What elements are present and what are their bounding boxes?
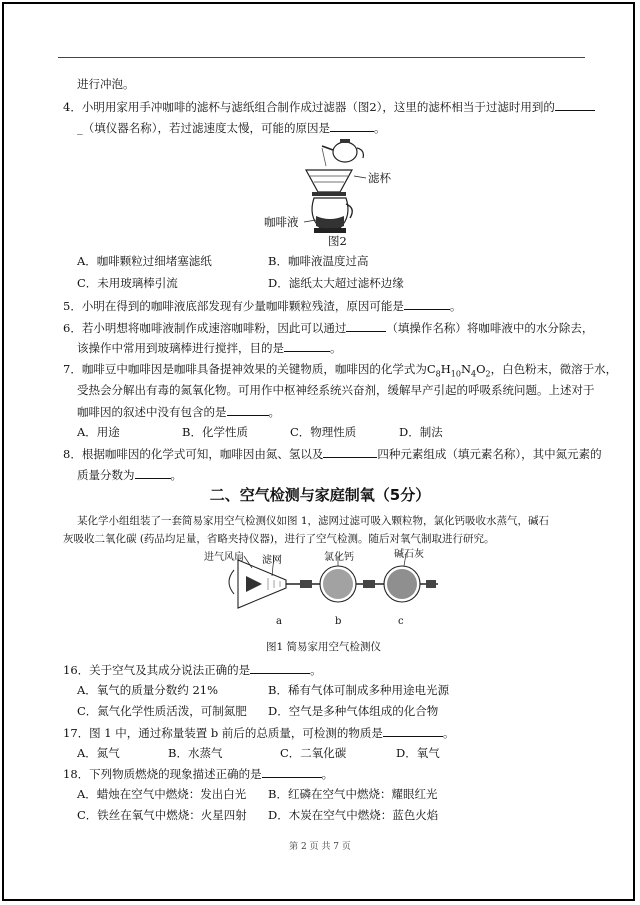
q6-blank2[interactable] bbox=[284, 340, 330, 352]
intro-tail: 进行冲泡。 bbox=[77, 77, 135, 91]
q7-option-d[interactable]: D．制法 bbox=[399, 425, 443, 439]
header-rule bbox=[58, 57, 585, 58]
q7-option-b[interactable]: B．化学性质 bbox=[182, 425, 248, 439]
q4-option-a[interactable]: A．咖啡颗粒过细堵塞滤纸 bbox=[77, 254, 212, 268]
section-2-intro2: 灰吸收二氧化碳 (药品均足量，省略夹持仪器)，进行了空气检测。随后对氧气制取进行研究。 bbox=[63, 533, 495, 545]
fig2-label-liquid: 咖啡液 bbox=[264, 215, 299, 229]
q16-option-c[interactable]: C．氮气化学性质活泼，可制氮肥 bbox=[77, 704, 247, 718]
q7-line3: 咖啡因的叙述中没有包含的是 。 bbox=[77, 405, 280, 419]
q4-option-d[interactable]: D．滤纸太大超过滤杯边缘 bbox=[268, 276, 404, 290]
q4-option-b[interactable]: B．咖啡液温度过高 bbox=[268, 254, 369, 268]
q7-line1: 7．咖啡豆中咖啡因是咖啡具备提神效果的关键物质，咖啡因的化学式为$C_8H_{10}N_4O_2$，白色粉末，微溶于水， bbox=[63, 362, 618, 379]
q4-line1: 4．小明用家用手冲咖啡的滤杯与滤纸组合制作成过滤器（图2），这里的滤杯相当于过滤时用到的 bbox=[63, 99, 595, 115]
q4-line2: _（填仪器名称），若过滤速度太慢，可能的原因是 。 bbox=[77, 121, 386, 135]
q5-blank[interactable] bbox=[404, 298, 450, 310]
q5-line: 5．小明在得到的咖啡液底部发现有少量咖啡颗粒残渣，原因可能是 。 bbox=[63, 299, 462, 313]
q4-blank1[interactable] bbox=[555, 99, 595, 111]
section-2-title: 二、空气检测与家庭制氧（5分） bbox=[209, 486, 431, 504]
coffee-filter-figure bbox=[270, 136, 400, 248]
fig1-label-lime: 碱石灰 bbox=[394, 549, 424, 560]
q8-blank1[interactable] bbox=[323, 446, 377, 458]
q18-option-b[interactable]: B．红磷在空气中燃烧：耀眼红光 bbox=[268, 787, 438, 801]
q17-option-a[interactable]: A．氮气 bbox=[77, 746, 120, 760]
q7-line2: 受热会分解出有毒的氮氧化物。可用作中枢神经系统兴奋剂，缓解早产引起的呼吸系统问题。上述对于 bbox=[77, 383, 595, 397]
fig2-label-filter: 滤杯 bbox=[368, 171, 391, 185]
q16-option-a[interactable]: A．氧气的质量分数约 21% bbox=[77, 683, 219, 697]
fig1-label-a: a bbox=[276, 616, 282, 627]
q8-line1: 8．根据咖啡因的化学式可知，咖啡因由氮、氢以及 四种元素组成（填元素名称），其中氮元素的 bbox=[63, 447, 602, 461]
q16-stem: 16．关于空气及其成分说法正确的是 。 bbox=[63, 663, 322, 677]
section-2-intro1: 某化学小组组装了一套简易家用空气检测仪如图 1，滤网过滤可吸入颗粒物，氯化钙吸收水蒸气，碱石 bbox=[77, 515, 550, 527]
q17-option-b[interactable]: B．水蒸气 bbox=[168, 746, 223, 760]
fig1-label-c: c bbox=[398, 616, 404, 627]
q8-blank2[interactable] bbox=[135, 467, 171, 479]
q6-line2: 该操作中常用到玻璃棒进行搅拌，目的是 。 bbox=[77, 341, 342, 355]
fig1-caption: 图1 简易家用空气检测仪 bbox=[266, 641, 382, 653]
q18-stem: 18．下列物质燃烧的现象描述正确的是 。 bbox=[63, 767, 334, 781]
q7-option-c[interactable]: C．物理性质 bbox=[290, 425, 357, 439]
q4-option-c[interactable]: C．未用玻璃棒引流 bbox=[77, 276, 178, 290]
q16-blank[interactable] bbox=[250, 662, 310, 674]
q7-option-a[interactable]: A．用途 bbox=[77, 425, 120, 439]
q8-line2: 质量分数为 。 bbox=[77, 468, 182, 482]
q17-stem: 17．图 1 中，通过称量装置 b 前后的总质量，可检测的物质是 。 bbox=[63, 726, 455, 740]
q18-option-d[interactable]: D．木炭在空气中燃烧：蓝色火焰 bbox=[268, 808, 439, 822]
fig1-label-b: b bbox=[335, 616, 342, 627]
q16-option-b[interactable]: B．稀有气体可制成多种用途电光源 bbox=[268, 683, 449, 697]
q17-blank[interactable] bbox=[383, 725, 443, 737]
q18-option-c[interactable]: C．铁丝在氧气中燃烧：火星四射 bbox=[77, 808, 247, 822]
page-footer: 第 2 页 共 7 页 bbox=[289, 842, 351, 852]
q18-blank[interactable] bbox=[262, 766, 322, 778]
fig1-label-mesh: 滤网 bbox=[262, 555, 282, 566]
q4-blank2[interactable] bbox=[330, 120, 374, 132]
q6-blank1[interactable] bbox=[346, 320, 386, 332]
q17-option-d[interactable]: D．氧气 bbox=[396, 746, 440, 760]
q6-line1: 6．若小明想将咖啡液制作成速溶咖啡粉，因此可以通过 （填操作名称）将咖啡液中的水分除去， bbox=[63, 321, 594, 335]
fig1-label-cacl2: 氯化钙 bbox=[324, 552, 354, 563]
fig1-label-fan: 进气风扇 bbox=[204, 552, 244, 563]
fig2-caption: 图2 bbox=[328, 234, 347, 248]
q7-blank[interactable] bbox=[227, 404, 269, 416]
q17-option-c[interactable]: C．二氧化碳 bbox=[280, 746, 347, 760]
q16-option-d[interactable]: D．空气是多种气体组成的化合物 bbox=[268, 704, 439, 718]
q18-option-a[interactable]: A．蜡烛在空气中燃烧：发出白光 bbox=[77, 787, 247, 801]
